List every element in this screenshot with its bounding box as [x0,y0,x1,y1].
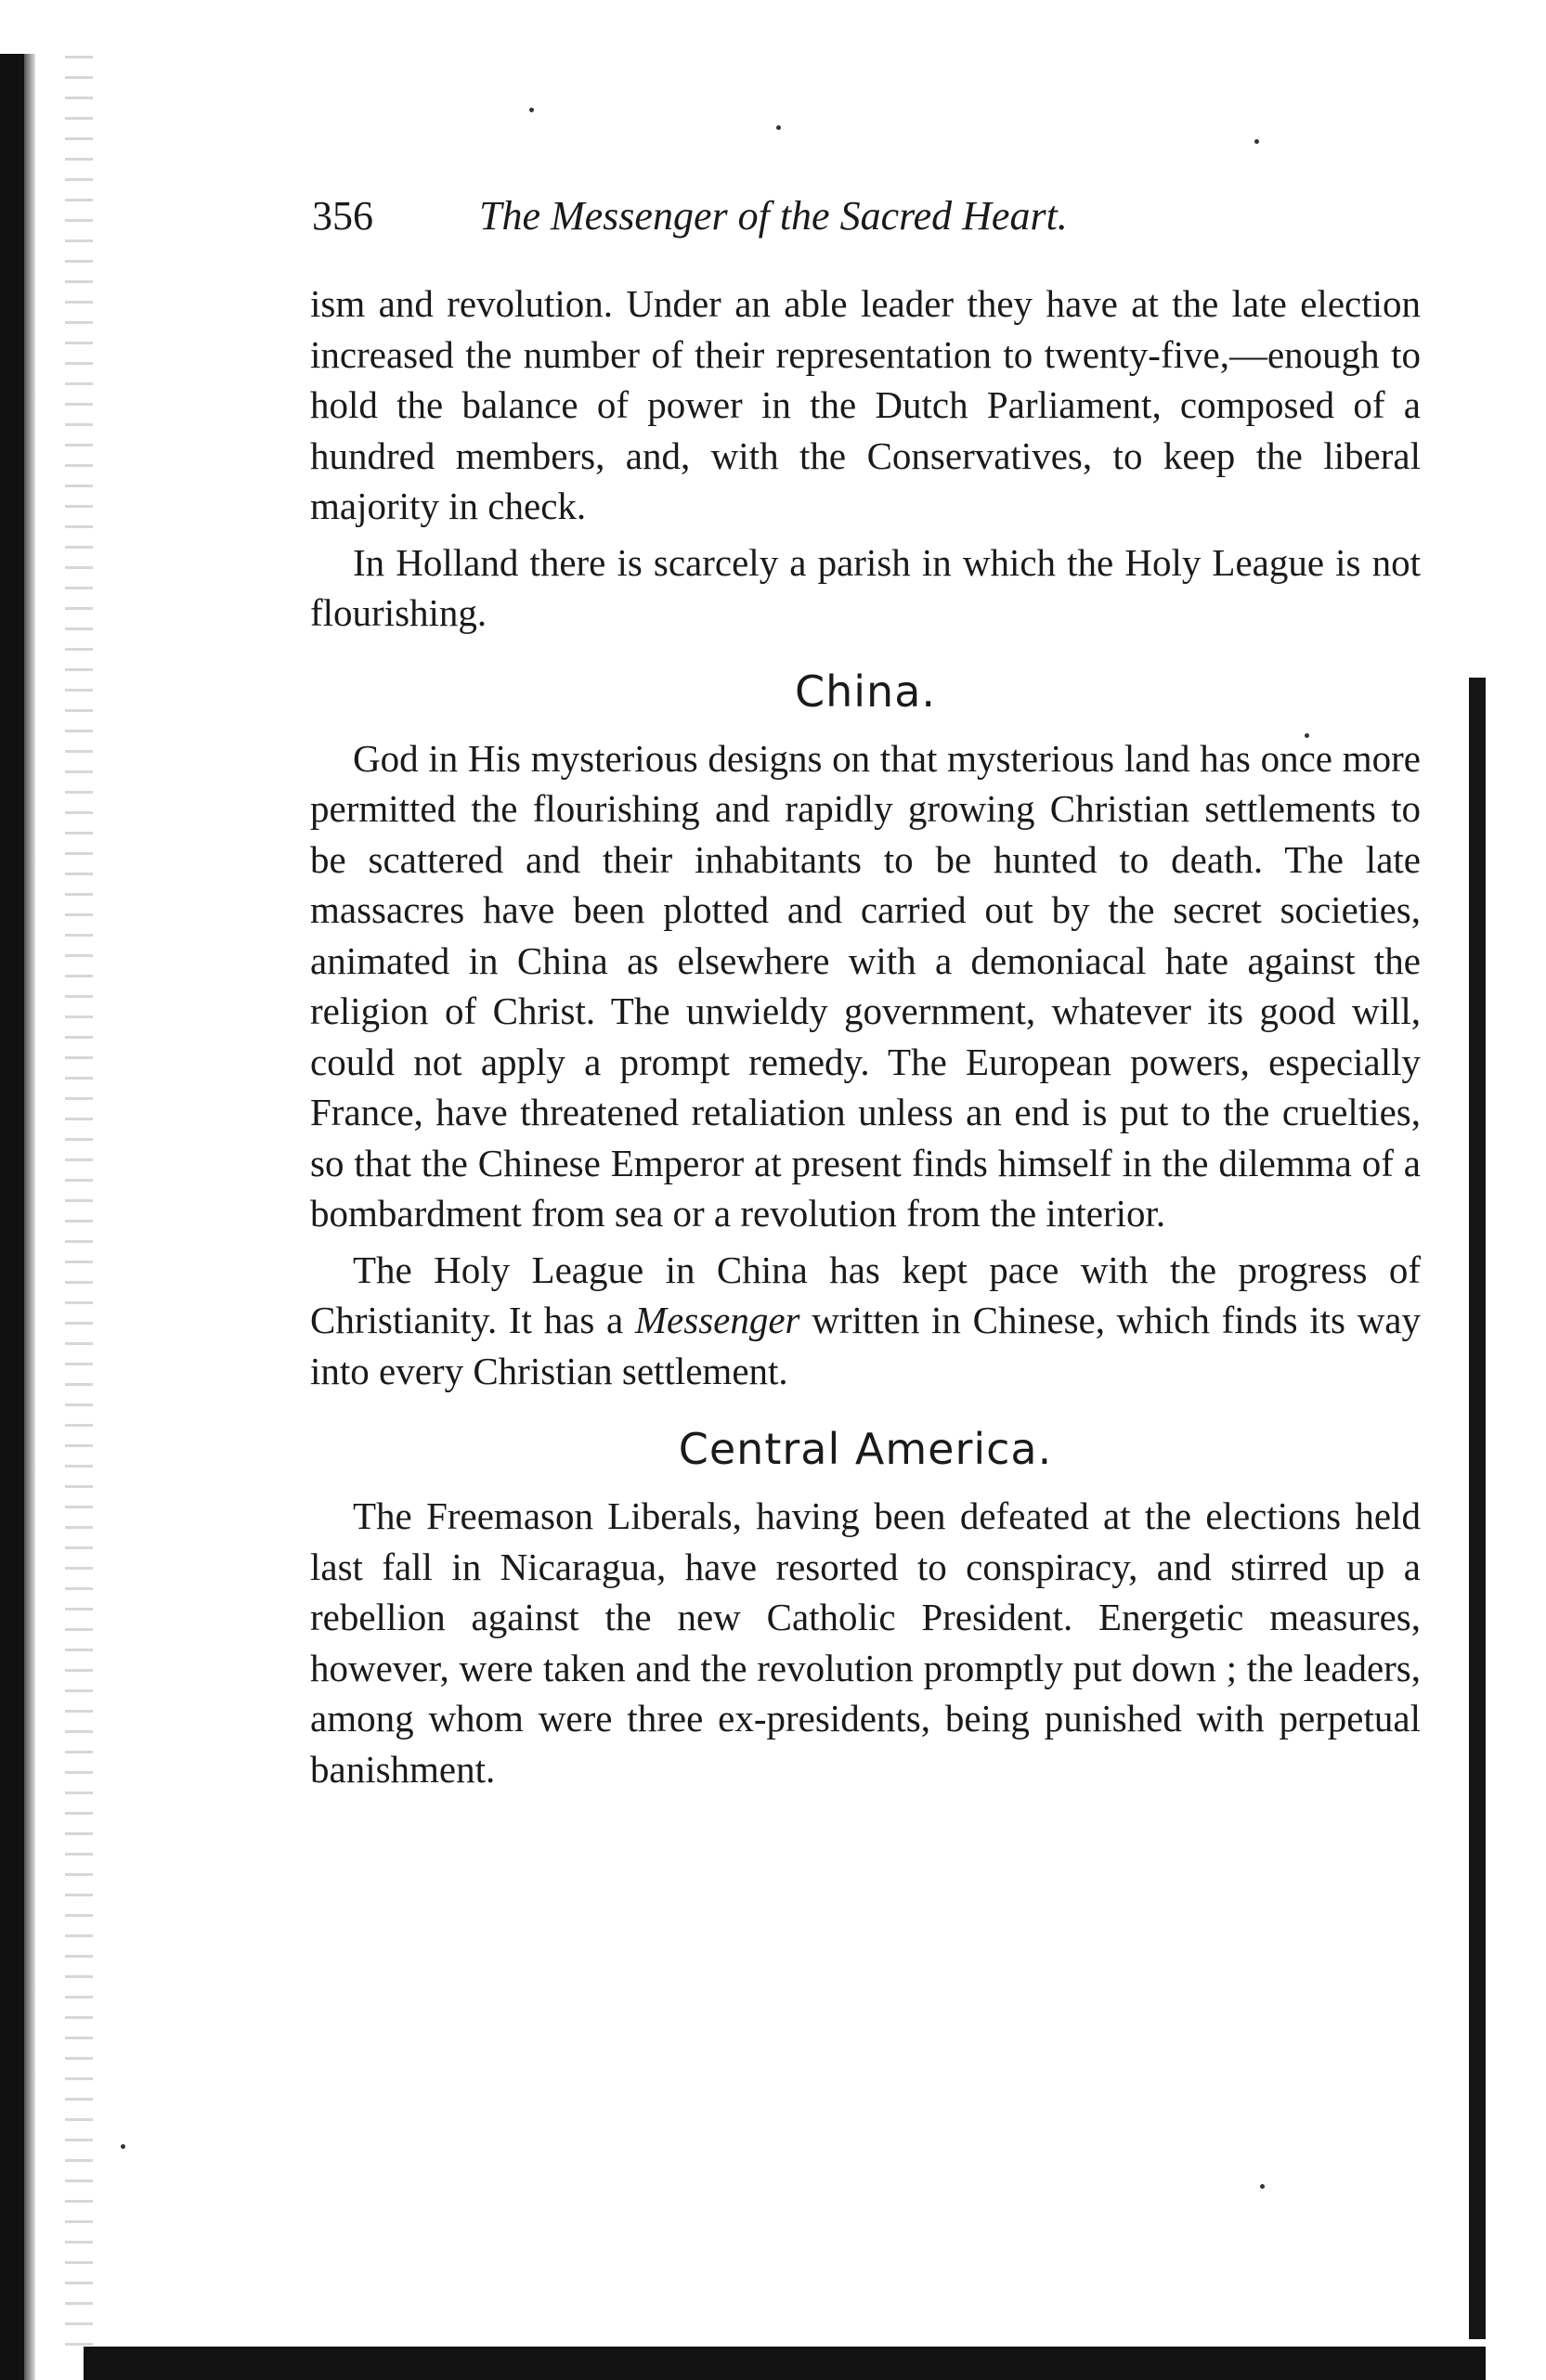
central-america-paragraph: The Freemason Liberals, having been defeated at the elections held last fall in Nicaragua, have resorted to conspiracy, and stirred up a rebellion against the new Catholic President. Energetic measures, however, were taken and the revolution promptly put down ; the leaders, among whom were three ex-presidents, being punished with perpetual banishment. [310,1494,1421,1791]
page-body [310,278,1421,1800]
section-heading-china: China. [794,666,937,717]
scan-right-border [1469,678,1486,2339]
china-paragraph-1: God in His mysterious designs on that mysterious land has once more permitted the flourishing and rapidly growing Christian settlements to be scattered and their inhabitants to be hunted to death. The late massacres have been plotted and carried out by the secret societies, animated in China as elsewhere with a demoniacal hate against the religion of Christ. The unwieldy government, whatever its good will, could not apply a prompt remedy. The European powers, especially France, have threatened retaliation unless an end is put to the cruelties, so that the Chinese Emperor at present finds himself in the dilemma of a bombardment from sea or a revolution from the interior. [310,736,1421,1235]
china-paragraph-2-text-a: The Holy League in China has kept pace with the progress of Christianity. It has a [310,1248,1421,1341]
page-header [312,184,1408,249]
scan-binding-marks [65,56,93,2358]
scan-left-border [0,54,24,2380]
intro-paragraph-holland: In Holland there is scarcely a parish in which the Holy League is not flourishing. [310,540,1421,634]
running-title: The Messenger of the Sacred Heart. [479,193,1068,239]
messenger-title: Messenger [634,1299,800,1341]
china-paragraph-2-text-b: written in Chinese, which finds its way into every Christian settlement. [310,1299,1422,1392]
scan-speck [776,125,781,130]
scan-speck [121,2144,125,2149]
scan-left-shadow [24,54,35,2380]
page-number: 356 [312,193,373,239]
intro-paragraph-continued: ism and revolution. Under an able leader they have at the late election increased the number of their representation to twenty-five,—enough to hold the balance of power in the Dutch Parliament, composed of a hundred members, and, with the Conservatives, to keep the liberal majority in check. [310,282,1421,527]
scan-speck [529,108,534,112]
section-heading-central-america: Central America. [678,1424,1053,1474]
scan-bottom-border [84,2347,1486,2380]
china-paragraph-2 [310,1245,1421,1397]
scan-speck [1254,139,1259,144]
scan-speck [1260,2184,1265,2189]
